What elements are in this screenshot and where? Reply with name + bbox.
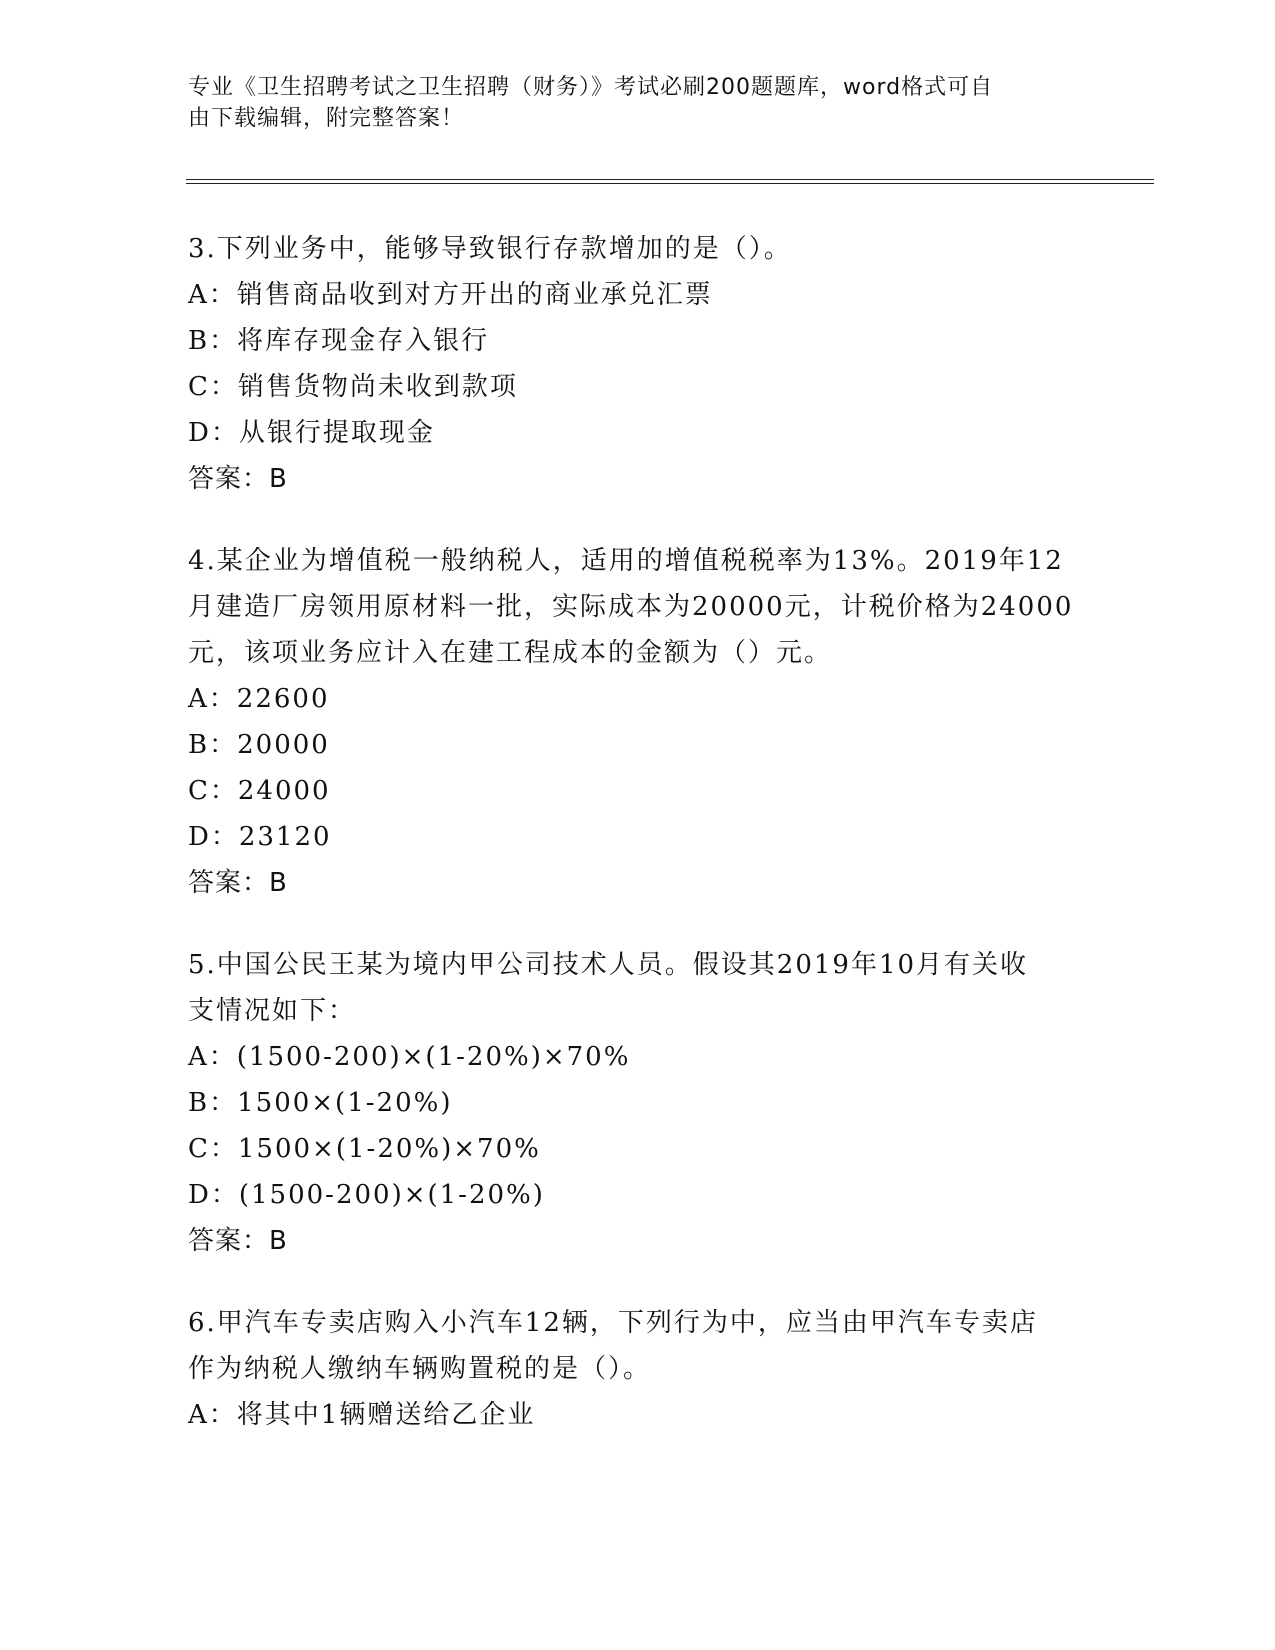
answer: 答案：B: [188, 464, 288, 494]
answer: 答案：B: [188, 1226, 288, 1256]
option-a: A：22600: [188, 684, 330, 714]
question-3: [188, 226, 1088, 502]
question-stem: 支情况如下：: [188, 996, 357, 1026]
question-stem: 作为纳税人缴纳车辆购置税的是（）。: [188, 1354, 652, 1384]
option-b: B：1500×(1-20%): [188, 1088, 453, 1118]
question-stem: 6.甲汽车专卖店购入小汽车12辆，下列行为中，应当由甲汽车专卖店: [188, 1308, 1038, 1338]
header-line-1: 专业《卫生招聘考试之卫生招聘（财务）》考试必刷200题题库，word格式可自: [188, 75, 994, 100]
question-stem: 月建造厂房领用原材料一批，实际成本为20000元，计税价格为24000: [188, 592, 1074, 622]
option-a: A：销售商品收到对方开出的商业承兑汇票: [188, 280, 713, 310]
question-stem: 4.某企业为增值税一般纳税人，适用的增值税税率为13%。2019年12: [188, 546, 1064, 576]
option-d: D：23120: [188, 822, 332, 852]
option-c: C：24000: [188, 776, 331, 806]
option-c: C：1500×(1-20%)×70%: [188, 1134, 541, 1164]
option-a: A：(1500-200)×(1-20%)×70%: [188, 1042, 631, 1072]
option-c: C：销售货物尚未收到款项: [188, 372, 518, 402]
option-d: D：从银行提取现金: [188, 418, 435, 448]
header-divider-top: [186, 179, 1154, 180]
question-5: [188, 942, 1088, 1264]
option-b: B：将库存现金存入银行: [188, 326, 490, 356]
answer: 答案：B: [188, 868, 288, 898]
header-line-2: 由下载编辑，附完整答案！: [188, 106, 465, 131]
header-divider-bottom: [186, 183, 1154, 184]
question-list: [188, 226, 1088, 1474]
question-stem: 5.中国公民王某为境内甲公司技术人员。假设其2019年10月有关收: [188, 950, 1029, 980]
question-6: [188, 1300, 1088, 1438]
question-stem: 元，该项业务应计入在建工程成本的金额为（）元。: [188, 638, 833, 668]
option-b: B：20000: [188, 730, 330, 760]
document-header: [188, 72, 1088, 134]
question-stem: 3.下列业务中，能够导致银行存款增加的是（）。: [188, 234, 792, 264]
option-d: D：(1500-200)×(1-20%): [188, 1180, 545, 1210]
option-a: A：将其中1辆赠送给乙企业: [188, 1400, 536, 1430]
question-4: [188, 538, 1088, 906]
